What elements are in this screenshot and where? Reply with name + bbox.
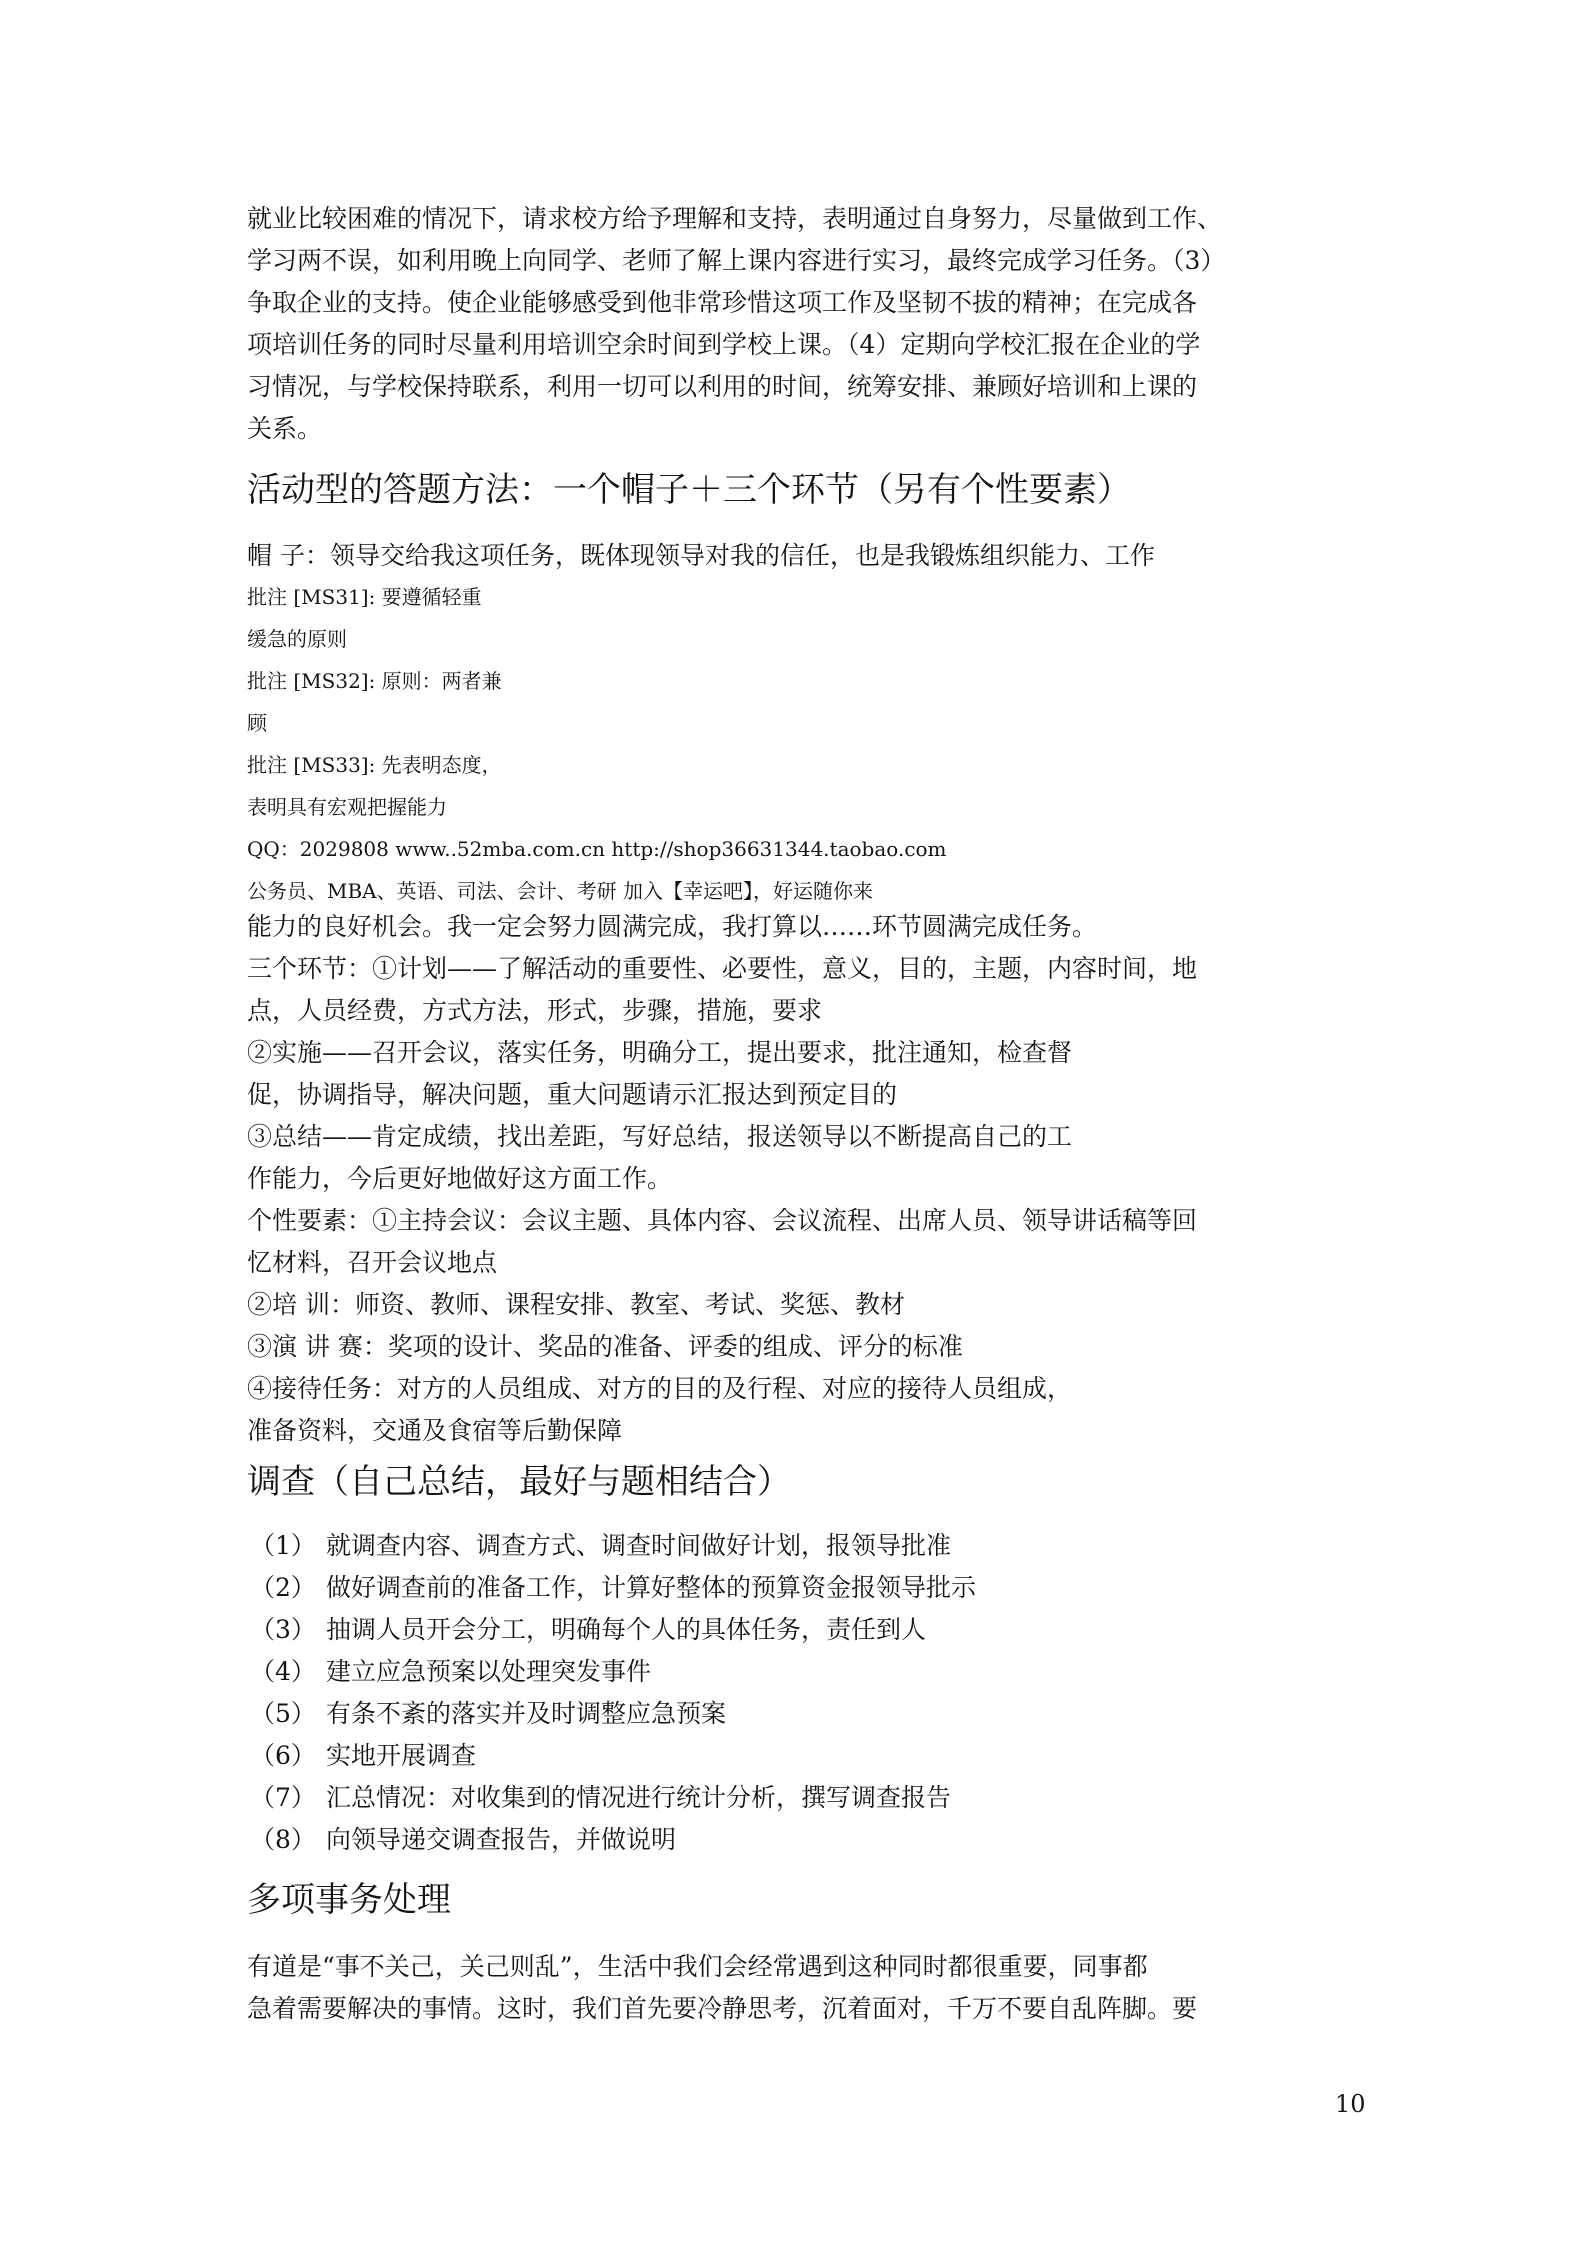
survey-list [250,1525,1350,1861]
text-line: 能力的良好机会。我一定会努力圆满完成，我打算以……环节圆满完成任务。 [247,912,1098,941]
comment-block [247,576,1367,912]
list-item [250,1777,1350,1819]
list-item [250,1735,1350,1777]
list-item [250,1567,1350,1609]
text-line: 学习两不误，如利用晚上向同学、老师了解上课内容进行实习，最终完成学习任务。（3） [247,246,1226,275]
heading-survey: 调查（自己总结，最好与题相结合） [247,1462,791,1502]
comment-line: 批注 [MS31]: 要遵循轻重 [247,585,482,609]
list-item [250,1609,1350,1651]
list-number: （1） [250,1531,316,1560]
list-item [250,1525,1350,1567]
comment-line: 表明具有宏观把握能力 [247,795,447,819]
list-number: （7） [250,1783,316,1812]
promo-line: 公务员、MBA、英语、司法、会计、考研 加入【幸运吧】，好运随你来 [247,879,873,903]
text-line: ②实施——召开会议，落实任务，明确分工，提出要求，批注通知，检查督 [247,1038,1073,1067]
list-number: （6） [250,1741,316,1770]
heading-multi-task: 多项事务处理 [247,1880,451,1920]
text-line: 争取企业的支持。使企业能够感受到他非常珍惜这项工作及坚韧不拔的精神；在完成各 [247,288,1198,317]
text-line: 项培训任务的同时尽量利用培训空余时间到学校上课。（4）定期向学校汇报在企业的学 [247,330,1201,359]
text-line: 促，协调指导，解决问题，重大问题请示汇报达到预定目的 [247,1080,898,1109]
text-line: 三个环节：①计划——了解活动的重要性、必要性，意义，目的，主题，内容时间，地 [247,954,1198,983]
comment-line: 顾 [247,711,267,735]
contact-line: QQ：2029808 www..52mba.com.cn http://shop36631344.taobao.com [247,837,947,861]
hat-line: 帽 子：领导交给我这项任务，既体现领导对我的信任，也是我锻炼组织能力、工作 [247,541,1155,570]
text-line: 准备资料，交通及食宿等后勤保障 [247,1416,623,1445]
list-text: 就调查内容、调查方式、调查时间做好计划，报领导批准 [326,1531,952,1560]
text-line: 急着需要解决的事情。这时，我们首先要冷静思考，沉着面对，千万不要自乱阵脚。要 [247,1994,1198,2023]
multi-task-paragraph [247,1946,1367,2030]
text-line: 忆材料，召开会议地点 [247,1248,498,1277]
list-text: 做好调查前的准备工作，计算好整体的预算资金报领导批示 [326,1573,977,1602]
text-line: ②培 训：师资、教师、课程安排、教室、考试、奖惩、教材 [247,1290,905,1319]
list-number: （3） [250,1615,316,1644]
comment-line: 批注 [MS33]: 先表明态度， [247,753,502,777]
text-line: 个性要素：①主持会议：会议主题、具体内容、会议流程、出席人员、领导讲话稿等回 [247,1206,1198,1235]
text-line: 就业比较困难的情况下，请求校方给予理解和支持，表明通过自身努力，尽量做到工作、 [247,204,1223,233]
activity-paragraph [247,906,1367,1452]
intro-paragraph [247,198,1367,450]
comment-line: 缓急的原则 [247,627,347,651]
list-item [250,1693,1350,1735]
comment-line: 批注 [MS32]: 原则：两者兼 [247,669,502,693]
text-line: 有道是“事不关己，关己则乱”，生活中我们会经常遇到这种同时都很重要，同事都 [247,1952,1148,1981]
list-text: 汇总情况：对收集到的情况进行统计分析，撰写调查报告 [326,1783,952,1812]
list-text: 建立应急预案以处理突发事件 [326,1657,652,1686]
list-number: （4） [250,1657,316,1686]
list-number: （2） [250,1573,316,1602]
text-line: 习情况，与学校保持联系，利用一切可以利用的时间，统筹安排、兼顾好培训和上课的 [247,372,1198,401]
text-line: 关系。 [247,414,323,443]
text-line: ③总结——肯定成绩，找出差距，写好总结，报送领导以不断提高自己的工 [247,1122,1073,1151]
heading-activity-method: 活动型的答题方法：一个帽子＋三个环节（另有个性要素） [247,470,1131,510]
list-text: 有条不紊的落实并及时调整应急预案 [326,1699,727,1728]
list-item [250,1651,1350,1693]
list-number: （8） [250,1825,316,1854]
page-number: 10 [1335,2090,1366,2118]
list-text: 向领导递交调查报告，并做说明 [326,1825,677,1854]
text-line: ③演 讲 赛：奖项的设计、奖品的准备、评委的组成、评分的标准 [247,1332,963,1361]
text-line: ④接待任务：对方的人员组成、对方的目的及行程、对应的接待人员组成， [247,1374,1073,1403]
text-line: 作能力，今后更好地做好这方面工作。 [247,1164,673,1193]
list-text: 抽调人员开会分工，明确每个人的具体任务，责任到人 [326,1615,927,1644]
list-number: （5） [250,1699,316,1728]
list-item [250,1819,1350,1861]
text-line: 点，人员经费，方式方法，形式，步骤，措施，要求 [247,996,823,1025]
list-text: 实地开展调查 [326,1741,477,1770]
